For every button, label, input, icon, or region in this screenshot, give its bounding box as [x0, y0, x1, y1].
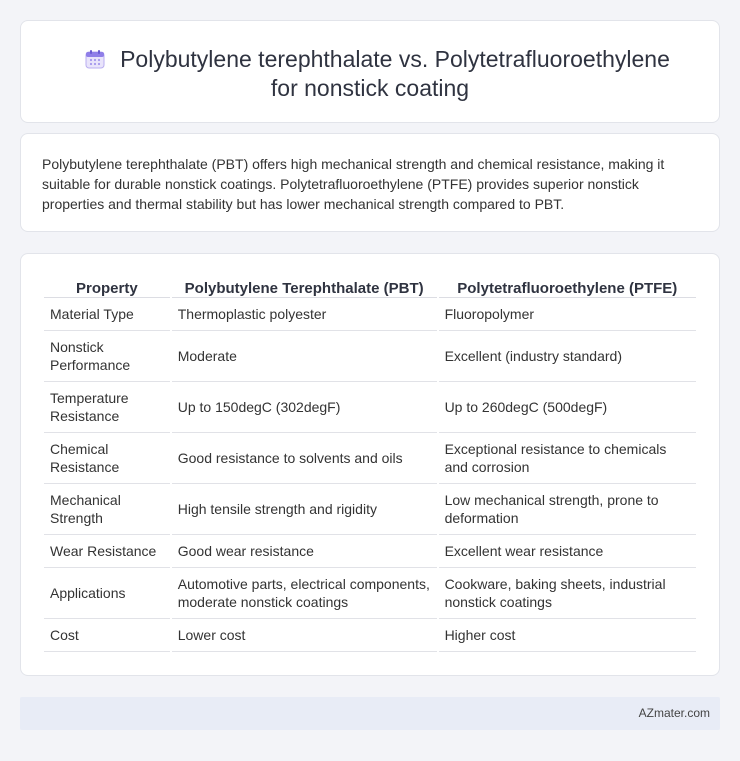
footer-brand: AZmater.com [638, 706, 710, 720]
cell-pbt: Up to 150degC (302degF) [172, 382, 437, 433]
cell-property: Mechanical Strength [44, 484, 170, 535]
cell-pbt: Thermoplastic polyester [172, 298, 437, 331]
table-row [44, 484, 696, 535]
cell-property: Wear Resistance [44, 535, 170, 568]
header-property: Property [44, 274, 170, 298]
cell-ptfe: Low mechanical strength, prone to deformation [439, 484, 696, 535]
page-title-line-2: for nonstick coating [270, 75, 470, 101]
cell-pbt: Lower cost [172, 619, 437, 652]
table-row [44, 568, 696, 619]
header-ptfe: Polytetrafluoroethylene (PTFE) [439, 274, 696, 298]
table-row [44, 433, 696, 484]
table-header-row [44, 274, 696, 298]
cell-property: Temperature Resistance [44, 382, 170, 433]
cell-ptfe: Excellent wear resistance [439, 535, 696, 568]
header-pbt: Polybutylene Terephthalate (PBT) [172, 274, 437, 298]
table-row [44, 382, 696, 433]
cell-property: Nonstick Performance [44, 331, 170, 382]
cell-pbt: Automotive parts, electrical components, moderate nonstick coatings [172, 568, 437, 619]
cell-ptfe: Excellent (industry standard) [439, 331, 696, 382]
intro-card [20, 133, 720, 232]
cell-pbt: High tensile strength and rigidity [172, 484, 437, 535]
title-card [20, 20, 720, 123]
cell-ptfe: Exceptional resistance to chemicals and corrosion [439, 433, 696, 484]
cell-pbt: Good wear resistance [172, 535, 437, 568]
cell-property: Cost [44, 619, 170, 652]
page-title [70, 45, 670, 103]
footer-bar [20, 697, 720, 730]
comparison-card [20, 253, 720, 676]
table-row [44, 535, 696, 568]
cell-ptfe: Up to 260degC (500degF) [439, 382, 696, 433]
table-row [44, 298, 696, 331]
table-row [44, 619, 696, 652]
cell-pbt: Moderate [172, 331, 437, 382]
page-title-line-1: Polybutylene terephthalate vs. Polytetrafluoroethylene [120, 46, 670, 72]
cell-property: Chemical Resistance [44, 433, 170, 484]
comparison-table [42, 274, 698, 652]
cell-pbt: Good resistance to solvents and oils [172, 433, 437, 484]
cell-property: Material Type [44, 298, 170, 331]
cell-ptfe: Fluoropolymer [439, 298, 696, 331]
cell-ptfe: Higher cost [439, 619, 696, 652]
cell-property: Applications [44, 568, 170, 619]
table-row [44, 331, 696, 382]
cell-ptfe: Cookware, baking sheets, industrial nonstick coatings [439, 568, 696, 619]
intro-text: Polybutylene terephthalate (PBT) offers high mechanical strength and chemical resistance, making it suitable for durable nonstick coatings. Polytetrafluoroethylene (PTFE) provides superior nonstick properties and thermal stability but has lower mechanical strength compared to PBT. [42, 156, 665, 212]
